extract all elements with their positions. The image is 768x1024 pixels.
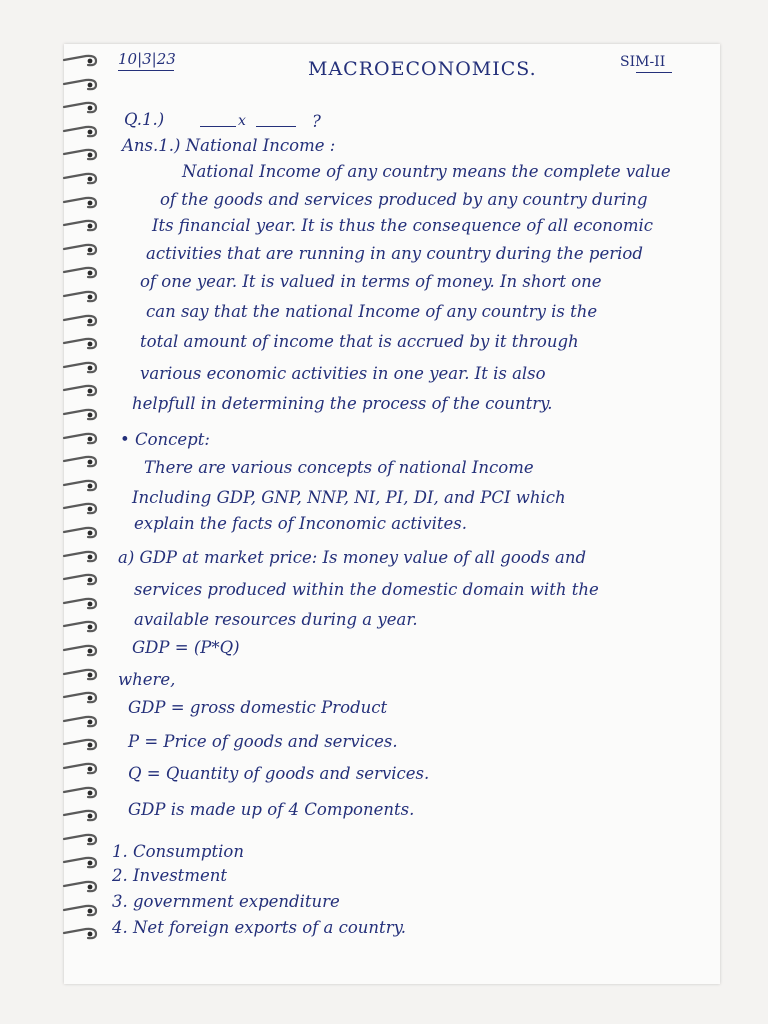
spiral-coil: [56, 430, 102, 446]
gdp-line: P = Price of goods and services.: [128, 732, 398, 751]
paragraph1-line: total amount of income that is accrued by it through: [140, 332, 579, 351]
paragraph1-line: activities that are running in any country during the period: [146, 244, 643, 263]
component-item: 1. Consumption: [112, 842, 244, 861]
gdp-line: a) GDP at market price: Is money value of all goods and: [118, 548, 587, 567]
gdp-line: GDP is made up of 4 Components.: [128, 800, 415, 819]
spiral-coil: [56, 642, 102, 658]
spiral-coil: [56, 312, 102, 328]
semester-label: SIM-II: [620, 54, 666, 70]
spiral-coil: [56, 123, 102, 139]
spiral-coil: [56, 784, 102, 800]
spiral-coil: [56, 618, 102, 634]
spiral-coil: [56, 925, 102, 941]
spiral-coil: [56, 217, 102, 233]
gdp-line: where,: [118, 670, 176, 689]
concept-heading: • Concept:: [120, 430, 210, 449]
answer-heading: Ans.1.) National Income :: [122, 136, 336, 155]
date-underline: [118, 70, 174, 71]
question-label: Q.1.): [124, 110, 165, 129]
spiral-coil: [56, 52, 102, 68]
gdp-line: Q = Quantity of goods and services.: [128, 764, 430, 783]
spiral-coil: [56, 264, 102, 280]
spiral-coil: [56, 902, 102, 918]
component-item: 3. government expenditure: [112, 892, 340, 911]
spiral-coil: [56, 689, 102, 705]
spiral-coil: [56, 524, 102, 540]
paragraph1-line: of the goods and services produced by any country during: [160, 190, 648, 209]
spiral-coil: [56, 713, 102, 729]
spiral-coil: [56, 453, 102, 469]
spiral-coil: [56, 76, 102, 92]
gdp-formula: GDP = (P*Q): [132, 638, 240, 657]
spiral-coil: [56, 831, 102, 847]
paragraph2-line: Including GDP, GNP, NNP, NI, PI, DI, and PCI which: [132, 488, 566, 507]
spiral-coil: [56, 571, 102, 587]
spiral-coil: [56, 359, 102, 375]
spiral-coil: [56, 807, 102, 823]
spiral-coil: [56, 878, 102, 894]
spiral-binding: [56, 52, 106, 972]
question-end: ?: [312, 112, 321, 131]
spiral-coil: [56, 241, 102, 257]
question-dash-left: [200, 126, 236, 127]
spiral-coil: [56, 548, 102, 564]
spiral-coil: [56, 854, 102, 870]
gdp-line: GDP = gross domestic Product: [128, 698, 388, 717]
component-item: 2. Investment: [112, 866, 227, 885]
paragraph2-line: explain the facts of Inconomic activites.: [134, 514, 467, 533]
spiral-coil: [56, 760, 102, 776]
paragraph1-line: National Income of any country means the complete value: [182, 162, 671, 181]
spiral-coil: [56, 146, 102, 162]
page-title: MACROECONOMICS.: [308, 58, 537, 80]
spiral-coil: [56, 500, 102, 516]
paragraph1-line: Its financial year. It is thus the consequence of all economic: [152, 216, 654, 235]
component-item: 4. Net foreign exports of a country.: [112, 918, 406, 937]
spiral-coil: [56, 194, 102, 210]
gdp-line: services produced within the domestic domain with the: [134, 580, 599, 599]
spiral-coil: [56, 170, 102, 186]
question-mark-x: x: [238, 113, 246, 129]
spiral-coil: [56, 736, 102, 752]
paragraph2-line: There are various concepts of national Income: [144, 458, 534, 477]
header-date: 10|3|23: [118, 50, 176, 68]
paragraph1-line: of one year. It is valued in terms of money. In short one: [140, 272, 602, 291]
spiral-coil: [56, 477, 102, 493]
spiral-coil: [56, 666, 102, 682]
semester-underline: [636, 72, 672, 73]
gdp-line: available resources during a year.: [134, 610, 418, 629]
paragraph1-line: helpfull in determining the process of the country.: [132, 394, 553, 413]
spiral-coil: [56, 288, 102, 304]
spiral-coil: [56, 406, 102, 422]
spiral-coil: [56, 595, 102, 611]
spiral-coil: [56, 335, 102, 351]
paragraph1-line: can say that the national Income of any country is the: [146, 302, 598, 321]
question-dash-right: [256, 126, 296, 127]
spiral-coil: [56, 99, 102, 115]
paragraph1-line: various economic activities in one year. It is also: [140, 364, 546, 383]
spiral-coil: [56, 382, 102, 398]
